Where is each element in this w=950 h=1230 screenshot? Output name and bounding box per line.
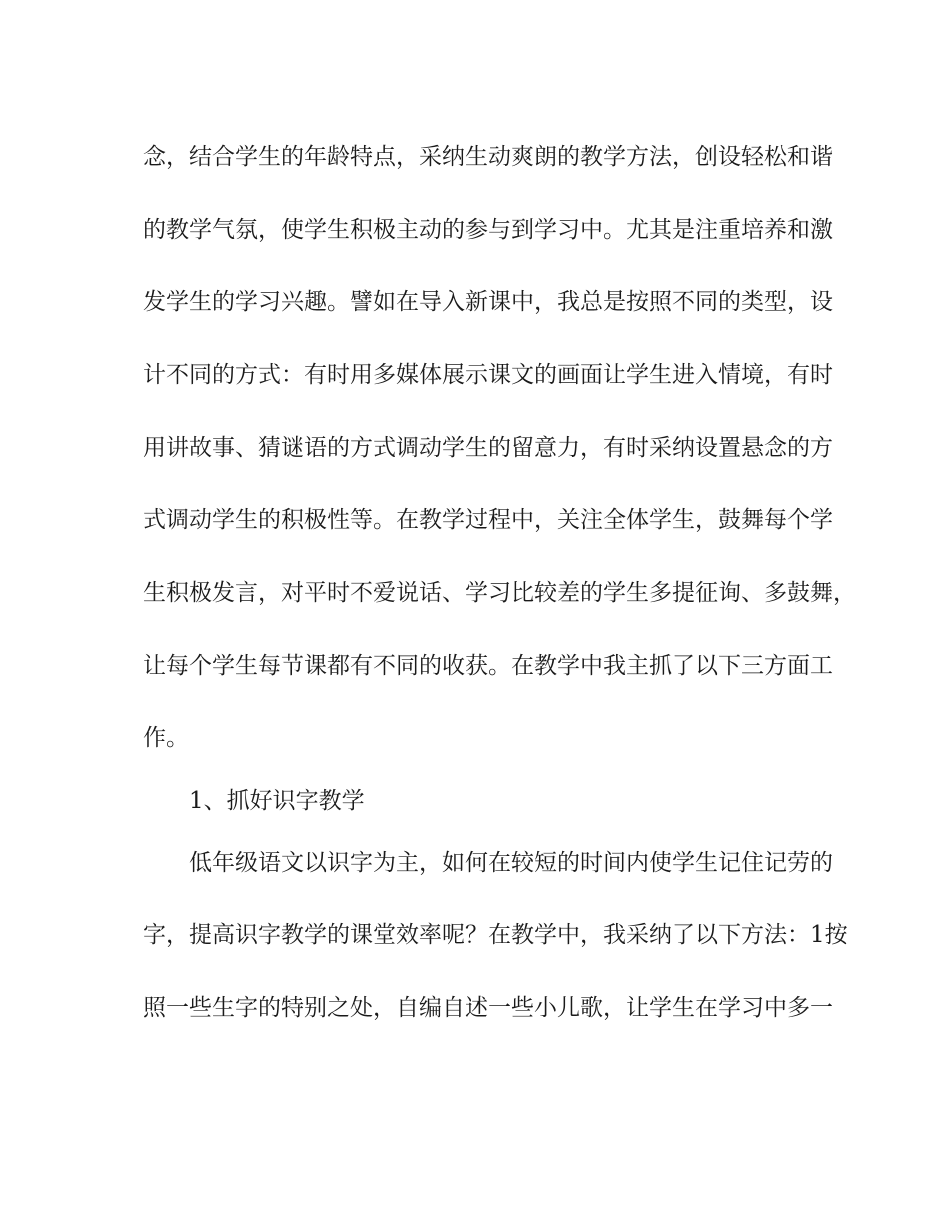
section-heading: 1、抓好识字教学 [189, 788, 365, 814]
paragraph-line: 的教学气氛，使学生积极主动的参与到学习中。尤其是注重培养和激 [143, 217, 833, 243]
paragraph-line: 作。 [143, 725, 189, 751]
paragraph-line: 念，结合学生的年龄特点，采纳生动爽朗的教学方法，创设轻松和谐 [143, 144, 833, 170]
paragraph-line: 式调动学生的积极性等。在教学过程中，关注全体学生，鼓舞每个学 [143, 507, 833, 533]
paragraph-line: 用讲故事、猜谜语的方式调动学生的留意力，有时采纳设置悬念的方 [143, 435, 833, 461]
paragraph-line: 照一些生字的特别之处，自编自述一些小儿歌，让学生在学习中多一 [143, 995, 833, 1021]
paragraph-line: 让每个学生每节课都有不同的收获。在教学中我主抓了以下三方面工 [143, 653, 833, 679]
paragraph-line: 生积极发言，对平时不爱说话、学习比较差的学生多提征询、多鼓舞， [143, 580, 856, 606]
paragraph-line: 字，提高识字教学的课堂效率呢？在教学中，我采纳了以下方法：1按 [143, 922, 848, 948]
paragraph-line: 发学生的学习兴趣。譬如在导入新课中，我总是按照不同的类型，设 [143, 289, 833, 315]
paragraph-line: 计不同的方式：有时用多媒体展示课文的画面让学生进入情境，有时 [143, 362, 833, 388]
paragraph-line: 低年级语文以识字为主，如何在较短的时间内使学生记住记劳的 [189, 850, 833, 876]
